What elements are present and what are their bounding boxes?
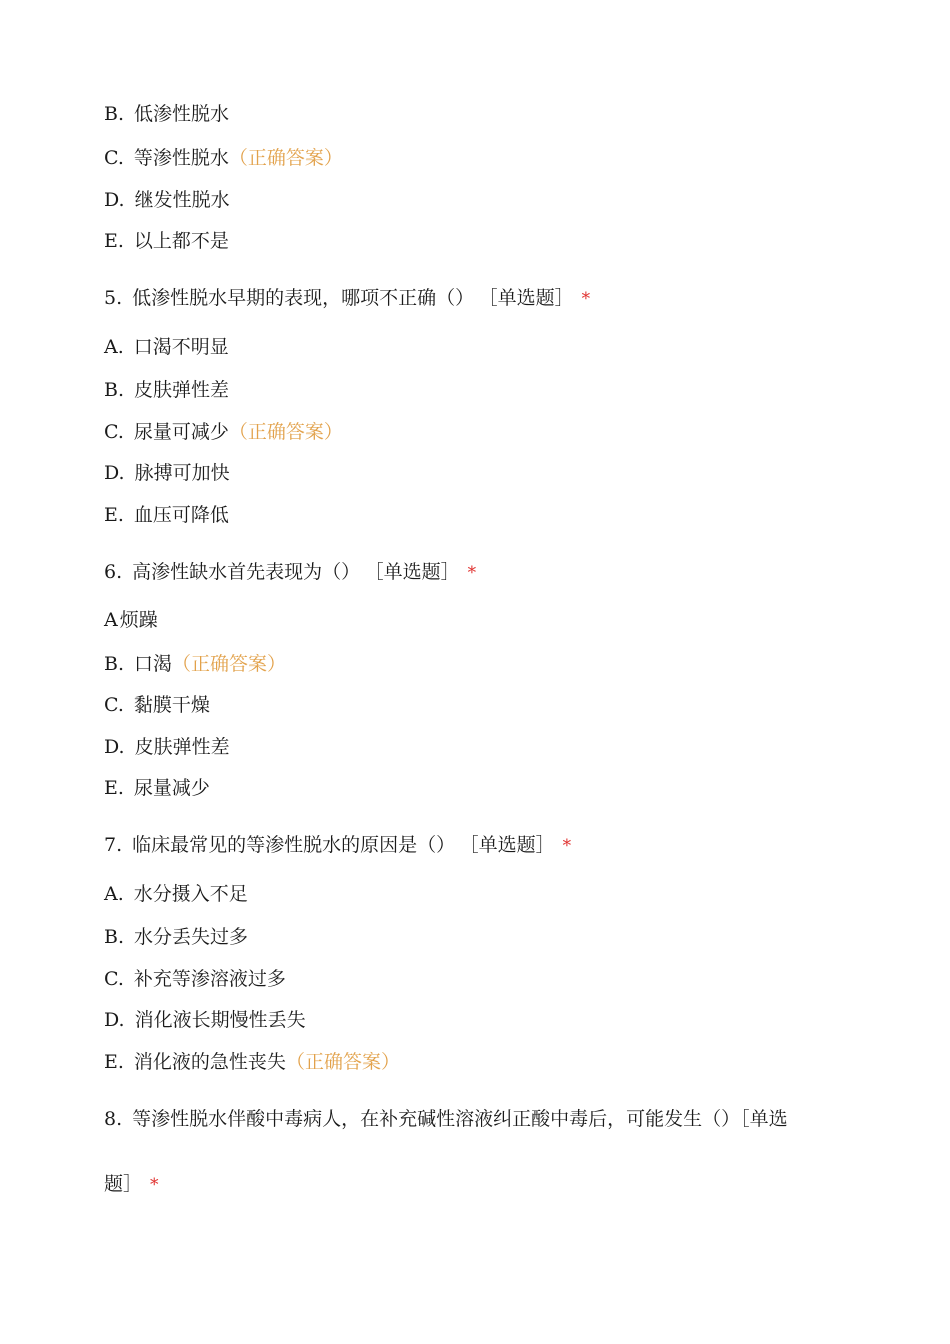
option-prefix: C. xyxy=(104,421,124,443)
option-text: 血压可降低 xyxy=(133,504,229,526)
option-text: 脉搏可加快 xyxy=(134,462,230,484)
option-prefix: D. xyxy=(104,1009,125,1031)
correct-answer-marker: （正确答案） xyxy=(172,653,287,675)
option-text: 黏膜干燥 xyxy=(133,694,210,716)
option-6b[interactable] xyxy=(104,652,286,676)
option-prefix: B. xyxy=(104,926,125,948)
question-number: 5. xyxy=(104,287,123,309)
option-5d[interactable] xyxy=(104,461,230,485)
option-prefix: A. xyxy=(104,336,124,358)
option-text: 水分摄入不足 xyxy=(133,883,248,905)
option-4b[interactable] xyxy=(104,102,229,126)
option-text: 继发性脱水 xyxy=(134,189,230,211)
question-number: 8. xyxy=(104,1108,123,1130)
option-text: 等渗性脱水 xyxy=(133,147,229,169)
option-prefix: E. xyxy=(104,777,124,799)
option-text: 口渴不明显 xyxy=(133,336,229,358)
question-type: ［单选题］ xyxy=(374,561,460,583)
option-prefix: C. xyxy=(104,968,124,990)
option-7c[interactable] xyxy=(104,967,286,991)
correct-answer-marker: （正确答案） xyxy=(228,421,343,443)
question-text: 高渗性缺水首先表现为（） xyxy=(132,561,361,583)
option-4d[interactable] xyxy=(104,188,230,212)
question-number: 6. xyxy=(104,561,123,583)
required-marker: * xyxy=(562,836,572,856)
option-prefix: C. xyxy=(104,694,124,716)
option-prefix: B. xyxy=(104,103,125,125)
option-6a[interactable] xyxy=(104,608,158,632)
option-prefix: B. xyxy=(104,653,125,675)
question-number: 7. xyxy=(104,834,123,856)
required-marker: * xyxy=(581,289,591,309)
option-prefix: A. xyxy=(104,883,124,905)
option-prefix: D. xyxy=(104,462,125,484)
option-6e[interactable] xyxy=(104,776,210,800)
option-prefix: E. xyxy=(104,504,124,526)
question-8-tail xyxy=(104,1172,159,1197)
option-text: 皮肤弹性差 xyxy=(134,379,230,401)
option-7b[interactable] xyxy=(104,925,248,949)
question-text: 低渗性脱水早期的表现，哪项不正确（） xyxy=(132,287,475,309)
option-text: 尿量可减少 xyxy=(133,421,229,443)
question-7 xyxy=(104,833,571,858)
option-4c[interactable] xyxy=(104,146,343,170)
option-prefix: E. xyxy=(104,230,124,252)
option-prefix: D. xyxy=(104,736,125,758)
option-5e[interactable] xyxy=(104,503,229,527)
question-type-tail: 题］ xyxy=(104,1173,143,1195)
required-marker: * xyxy=(467,563,477,583)
option-prefix: D. xyxy=(104,189,125,211)
option-prefix: E. xyxy=(104,1051,124,1073)
question-text: 等渗性脱水伴酸中毒病人，在补充碱性溶液纠正酸中毒后，可能发生（）［单选 xyxy=(132,1108,788,1130)
option-text: 尿量减少 xyxy=(133,777,210,799)
option-text: 低渗性脱水 xyxy=(134,103,230,125)
question-5 xyxy=(104,286,590,311)
option-text: 皮肤弹性差 xyxy=(134,736,230,758)
question-type: ［单选题］ xyxy=(469,834,555,856)
option-4e[interactable] xyxy=(104,229,229,253)
question-text: 临床最常见的等渗性脱水的原因是（） xyxy=(132,834,456,856)
option-text: 以上都不是 xyxy=(133,230,229,252)
required-marker: * xyxy=(150,1175,159,1195)
option-text: 口渴 xyxy=(134,653,173,675)
option-prefix: B. xyxy=(104,379,125,401)
question-type: ［单选题］ xyxy=(488,287,574,309)
option-prefix: C. xyxy=(104,147,124,169)
option-prefix: A xyxy=(104,609,118,631)
option-text: 水分丢失过多 xyxy=(134,926,249,948)
option-5a[interactable] xyxy=(104,335,229,359)
question-6 xyxy=(104,560,476,585)
option-text: 消化液长期慢性丢失 xyxy=(134,1009,306,1031)
option-text: 烦躁 xyxy=(119,609,158,631)
correct-answer-marker: （正确答案） xyxy=(228,147,343,169)
option-6c[interactable] xyxy=(104,693,210,717)
option-5b[interactable] xyxy=(104,378,229,402)
question-8 xyxy=(104,1106,839,1132)
option-7a[interactable] xyxy=(104,882,248,906)
option-text: 补充等渗溶液过多 xyxy=(133,968,286,990)
option-text: 消化液的急性丧失 xyxy=(133,1051,286,1073)
correct-answer-marker: （正确答案） xyxy=(285,1051,400,1073)
option-7d[interactable] xyxy=(104,1008,306,1032)
option-6d[interactable] xyxy=(104,735,230,759)
option-5c[interactable] xyxy=(104,420,343,444)
option-7e[interactable] xyxy=(104,1050,400,1074)
